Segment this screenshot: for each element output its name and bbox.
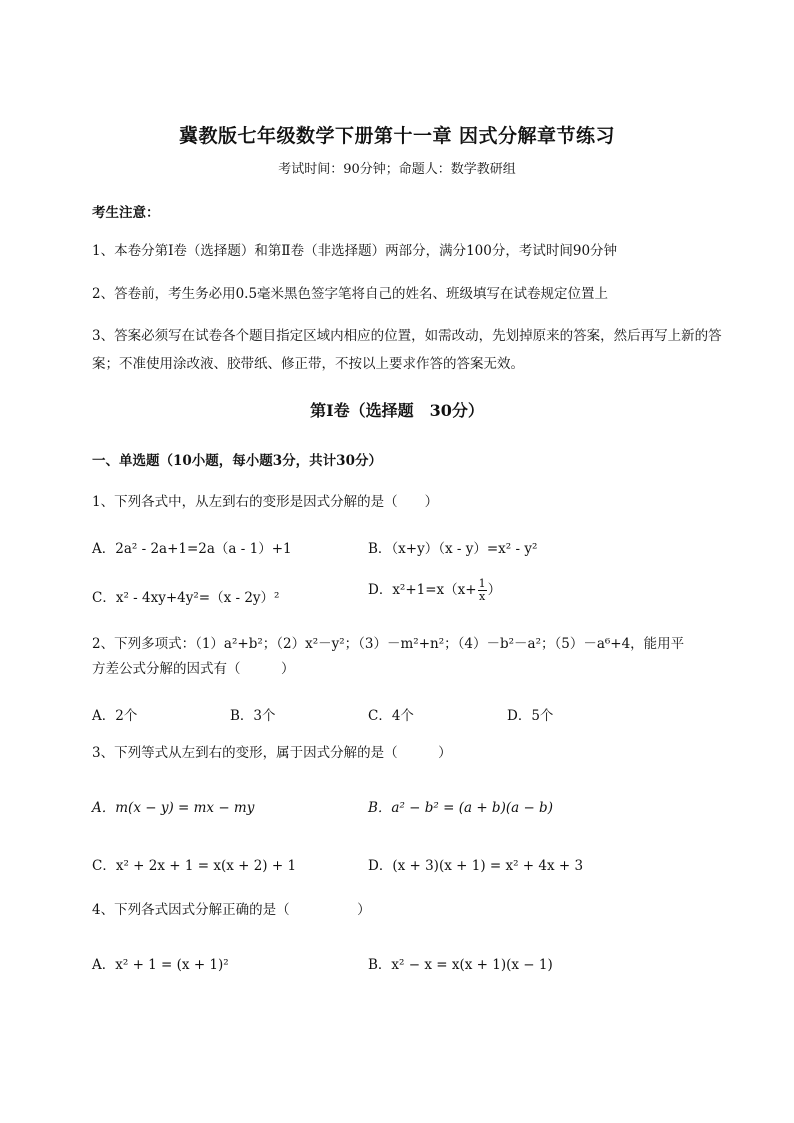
question-4-stem: 4、下列各式因式分解正确的是（ ）: [92, 902, 371, 918]
question-1-option-c: C．x² - 4xy+4y²=（x - 2y）²: [92, 590, 280, 606]
question-3-option-a: A．m(x − y) = mx − my: [92, 800, 255, 816]
question-3-option-b: B．a² − b² = (a + b)(a − b): [368, 800, 553, 816]
question-2-option-b: B．3个: [230, 708, 276, 724]
question-1-option-d-suffix: ）: [487, 582, 502, 598]
exam-subtitle: 考试时间：90分钟；命题人：数学教研组: [278, 162, 516, 177]
question-2-option-d: D．5个: [507, 708, 554, 724]
question-3-option-c: C．x² + 2x + 1 = x(x + 2) + 1: [92, 858, 297, 874]
question-1-option-b: B．（x+y）（x - y）=x² - y²: [368, 541, 538, 557]
question-2-stem-line-1: 2、下列多项式：（1）a²+b²；（2）x²－y²；（3）－m²+n²；（4）－b²－a²；（5）－a⁶+4，能用平: [92, 636, 685, 652]
question-3-option-d: D．(x + 3)(x + 1) = x² + 4x + 3: [368, 858, 584, 874]
question-2-option-a: A．2个: [92, 708, 138, 724]
question-1-option-a: A．2a² - 2a+1=2a（a - 1）+1: [92, 541, 292, 557]
fraction-numerator: 1: [478, 577, 486, 590]
question-3-stem: 3、下列等式从左到右的变形，属于因式分解的是（ ）: [92, 745, 452, 761]
part-title: 一、单选题（10小题，每小题3分，共计30分）: [92, 453, 382, 469]
question-4-option-b: B．x² − x = x(x + 1)(x − 1): [368, 957, 553, 973]
notice-item-1: 1、本卷分第I卷（选择题）和第Ⅱ卷（非选择题）两部分，满分100分，考试时间90分钟: [92, 243, 618, 259]
question-1-option-d: [368, 578, 501, 603]
fraction: [478, 578, 487, 603]
notice-heading: 考生注意：: [92, 205, 160, 221]
fraction-denominator: x: [479, 590, 486, 603]
section-title: 第I卷（选择题 30分）: [310, 401, 484, 420]
page-title: 冀教版七年级数学下册第十一章 因式分解章节练习: [178, 125, 616, 147]
question-1-stem: 1、下列各式中，从左到右的变形是因式分解的是（ ）: [92, 494, 439, 510]
question-4-option-a: A．x² + 1 = (x + 1)²: [92, 957, 229, 973]
question-2-option-c: C．4个: [368, 708, 414, 724]
question-2-stem-line-2: 方差公式分解的因式有（ ）: [92, 661, 295, 677]
notice-item-2: 2、答卷前，考生务必用0.5毫米黑色签字笔将自己的姓名、班级填写在试卷规定位置上: [92, 286, 609, 302]
question-1-option-d-prefix: D．x²+1=x（x+: [368, 582, 477, 598]
notice-item-3: 3、答案必须写在试卷各个题目指定区域内相应的位置，如需改动，先划掉原来的答案，然后再写上新的答案；不准使用涂改液、胶带纸、修正带，不按以上要求作答的答案无效。: [92, 328, 722, 372]
